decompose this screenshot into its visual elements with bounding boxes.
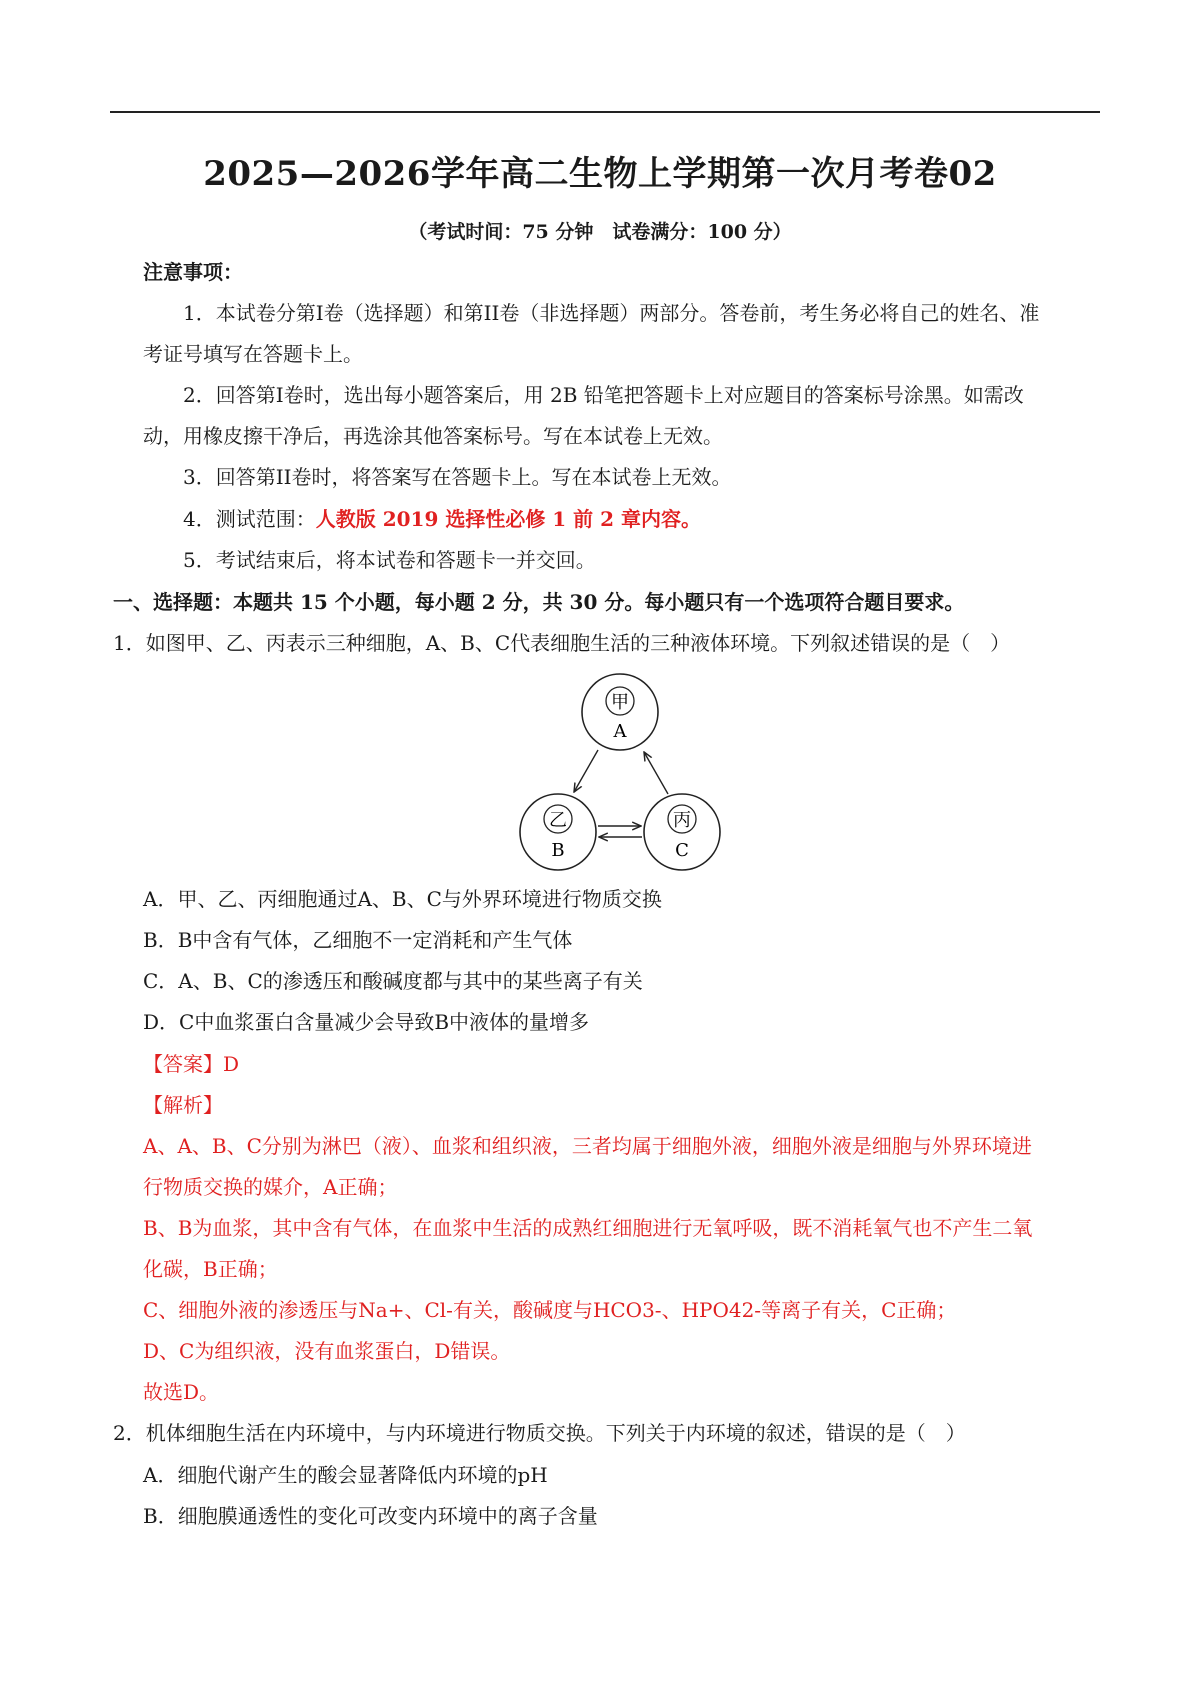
notice-item-3: 3．回答第II卷时，将答案写在答题卡上。写在本试卷上无效。 [183,465,732,489]
section-heading: 一、选择题：本题共 15 个小题，每小题 2 分，共 30 分。每小题只有一个选项符合题目要求。 [113,590,965,614]
fluid-c-label: C [675,840,689,861]
question-1-option-d: D．C中血浆蛋白含量减少会导致B中液体的量增多 [143,1010,590,1034]
analysis-line-5: C、细胞外液的渗透压与Na+、Cl-有关，酸碱度与HCO3-、HPO42-等离子有关，C正确； [143,1298,957,1322]
notice-item-2-cont: 动，用橡皮擦干净后，再选涂其他答案标号。写在本试卷上无效。 [143,424,723,448]
exam-meta: （考试时间：75 分钟 试卷满分：100 分） [408,221,792,243]
notice-heading: 注意事项： [143,260,243,284]
cell-jia-label: 甲 [611,692,629,713]
question-2-stem: 2．机体细胞生活在内环境中，与内环境进行物质交换。下列关于内环境的叙述，错误的是（ ） [113,1421,966,1445]
fluid-exchange-diagram [510,670,730,875]
question-1-option-c: C．A、B、C的渗透压和酸碱度都与其中的某些离子有关 [143,969,643,993]
question-2-option-a: A．细胞代谢产生的酸会显著降低内环境的pH [143,1463,548,1487]
notice-item-4-prefix: 4．测试范围： [183,507,316,531]
analysis-line-2: 行物质交换的媒介，A正确； [143,1175,398,1199]
node-c [644,794,720,870]
arrow-a-to-b [574,750,598,792]
question-1-stem: 1．如图甲、乙、丙表示三种细胞，A、B、C代表细胞生活的三种液体环境。下列叙述错误的是（ ） [113,631,1011,655]
page-title: 2025—2026学年高二生物上学期第一次月考卷02 [203,154,997,194]
header-rule [110,111,1100,113]
question-2-option-b: B．细胞膜通透性的变化可改变内环境中的离子含量 [143,1504,598,1528]
notice-item-2: 2．回答第I卷时，选出每小题答案后，用 2B 铅笔把答题卡上对应题目的答案标号涂黑。如需改 [183,383,1024,407]
analysis-conclusion: 故选D。 [143,1380,220,1404]
notice-item-5: 5．考试结束后，将本试卷和答题卡一并交回。 [183,548,596,572]
notice-item-1: 1．本试卷分第I卷（选择题）和第II卷（非选择题）两部分。答卷前，考生务必将自己的姓名、准 [183,301,1040,325]
notice-item-4 [183,504,1200,534]
analysis-line-4: 化碳，B正确； [143,1257,278,1281]
analysis-line-3: B、B为血浆，其中含有气体，在血浆中生活的成熟红细胞进行无氧呼吸，既不消耗氧气也不产生二氧 [143,1216,1033,1240]
cell-yi-label: 乙 [549,810,567,831]
node-a [582,674,658,750]
test-scope-highlight: 人教版 2019 选择性必修 1 前 2 章内容。 [315,507,702,531]
fluid-b-label: B [551,840,565,861]
question-1-option-b: B．B中含有气体，乙细胞不一定消耗和产生气体 [143,928,573,952]
answer-label: 【答案】D [143,1052,240,1076]
arrow-c-to-a [644,752,668,794]
cell-bing-label: 丙 [673,810,691,831]
question-1-option-a: A．甲、乙、丙细胞通过A、B、C与外界环境进行物质交换 [143,887,662,911]
fluid-a-label: A [613,721,627,742]
node-b [520,794,596,870]
notice-item-1-cont: 考证号填写在答题卡上。 [143,342,363,366]
analysis-line-6: D、C为组织液，没有血浆蛋白，D错误。 [143,1339,511,1363]
analysis-label: 【解析】 [143,1093,223,1117]
analysis-line-1: A、A、B、C分别为淋巴（液）、血浆和组织液，三者均属于细胞外液，细胞外液是细胞与外界环境进 [143,1134,1032,1158]
